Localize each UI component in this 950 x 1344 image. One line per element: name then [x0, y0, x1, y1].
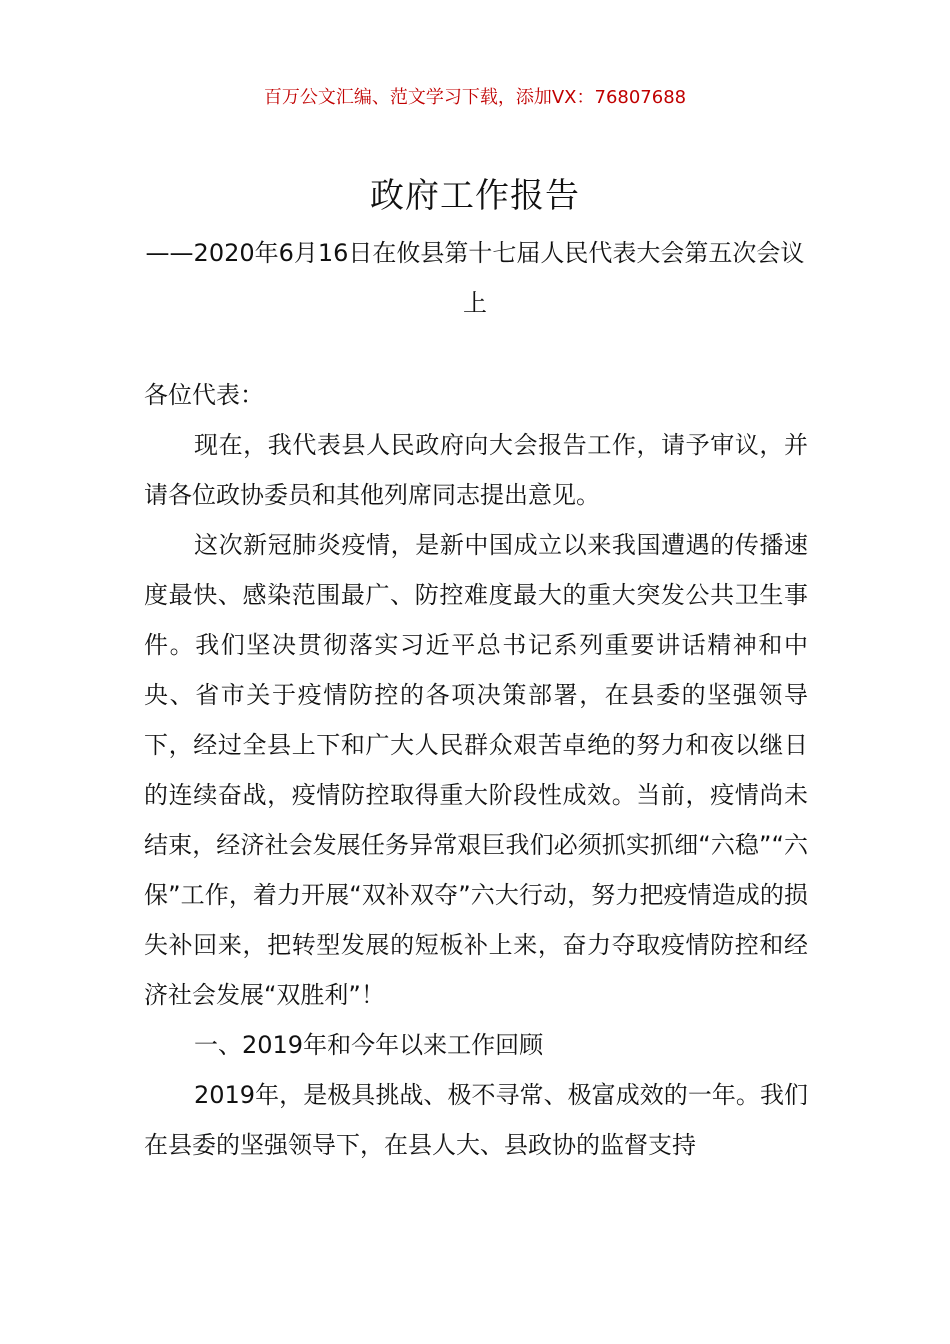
paragraph-epidemic: 这次新冠肺炎疫情，是新中国成立以来我国遭遇的传播速度最快、感染范围最广、防控难度最大的重大突发公共卫生事件。我们坚决贯彻落实习近平总书记系列重要讲话精神和中央、省市关于疫情防控的各项决策部署，在县委的坚强领导下，经过全县上下和广大人民群众艰苦卓绝的努力和夜以继日的连续奋战，疫情防控取得重大阶段性成效。当前，疫情尚未结束，经济社会发展任务异常艰巨我们必须抓实抓细“六稳”“六保”工作，着力开展“双补双夺”六大行动，努力把疫情造成的损失补回来，把转型发展的短板补上来，奋力夺取疫情防控和经济社会发展“双胜利”！	[144, 531, 808, 1009]
section-heading: 一、2019年和今年以来工作回顾	[194, 1031, 544, 1059]
document-body	[144, 370, 808, 1170]
salutation: 各位代表：	[144, 381, 264, 409]
document-subtitle: ——2020年6月16日在攸县第十七届人民代表大会第五次会议上	[145, 239, 805, 317]
paragraph-review: 2019年，是极具挑战、极不寻常、极富成效的一年。我们在县委的坚强领导下，在县人大、县政协的监督支持	[144, 1081, 808, 1159]
document-title: 政府工作报告	[370, 176, 580, 216]
paragraph-intro: 现在，我代表县人民政府向大会报告工作，请予审议，并请各位政协委员和其他列席同志提出意见。	[144, 431, 808, 509]
header-promo-note: 百万公文汇编、范文学习下载，添加VX：76807688	[263, 87, 687, 108]
